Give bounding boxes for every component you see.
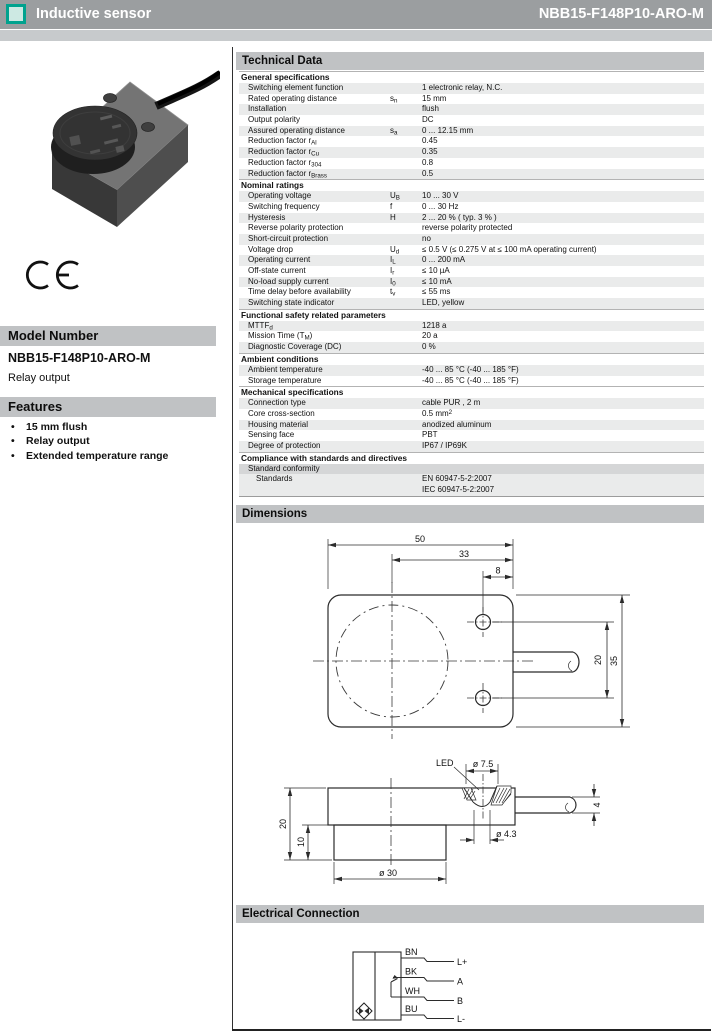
cable-end-detail xyxy=(568,661,572,671)
electrical-connection-heading-label: Electrical Connection xyxy=(242,908,360,920)
tech-row xyxy=(239,420,704,431)
tech-row-symbol xyxy=(390,321,422,332)
header-bar xyxy=(0,0,712,29)
feature-item-label: 15 mm flush xyxy=(26,421,88,433)
tech-row-label: Degree of protection xyxy=(248,440,321,450)
header-substrip xyxy=(0,30,712,41)
technical-data-table xyxy=(239,71,704,497)
tech-row-value: 2 ... 20 % ( typ. 3 % ) xyxy=(422,212,497,222)
tech-row-value: 0 ... 12.15 mm xyxy=(422,125,474,135)
dimension-drawing-side-view xyxy=(240,748,712,900)
wire-line xyxy=(401,978,454,982)
tech-row-symbol: $s_a$ xyxy=(390,125,398,137)
tech-row-symbol xyxy=(390,398,422,409)
tech-row xyxy=(239,464,704,475)
tech-row-label: Storage temperature xyxy=(248,375,322,385)
tech-row-label: Diagnostic Coverage (DC) xyxy=(248,342,342,352)
tech-row-symbol xyxy=(390,115,422,126)
tech-row-label: Reverse polarity protection xyxy=(248,223,344,233)
tech-row xyxy=(239,234,704,245)
header-model-number: NBB15-F148P10-ARO-M xyxy=(538,6,704,22)
inductive-sensor-symbol xyxy=(356,1003,372,1019)
tech-row xyxy=(239,277,704,288)
tech-row-label: No-load supply current xyxy=(248,276,329,286)
tech-row-label: Standards xyxy=(256,474,293,484)
tech-row-value: no xyxy=(422,233,431,243)
tech-row-symbol xyxy=(390,158,422,169)
model-number-heading xyxy=(0,326,216,346)
tech-row-symbol xyxy=(390,234,422,245)
recess-seat xyxy=(473,802,490,807)
tech-row xyxy=(239,83,704,94)
cable-end xyxy=(573,652,579,672)
dim-label-inner-width: 33 xyxy=(458,549,470,559)
tech-row-label: Operating voltage xyxy=(248,191,312,201)
terminal-label: L+ xyxy=(457,957,468,967)
wire-color-label: BN xyxy=(405,947,418,957)
tech-row xyxy=(239,202,704,213)
tech-row-symbol xyxy=(390,298,422,309)
dim-label-width: 50 xyxy=(414,534,426,544)
recess-right-collar xyxy=(491,786,511,805)
tech-row-value: 0.5 xyxy=(422,168,434,178)
tech-row-symbol xyxy=(390,376,422,387)
tech-row-label: Connection type xyxy=(248,398,306,408)
tech-row xyxy=(239,321,704,332)
tech-row-symbol: $U_B$ xyxy=(390,191,400,202)
tech-row-label: Short-circuit protection xyxy=(248,233,329,243)
bullet-icon: • xyxy=(11,449,15,462)
feature-item xyxy=(0,420,216,434)
tech-section-header: Compliance with standards and directives xyxy=(239,452,704,464)
tech-row-label: Time delay before availability xyxy=(248,287,351,297)
tech-row-label: Ambient temperature xyxy=(248,364,323,374)
tech-row-value: 20 a xyxy=(422,331,438,341)
bullet-icon: • xyxy=(11,421,15,433)
tech-row xyxy=(239,158,704,169)
feature-item-label: Extended temperature range xyxy=(26,449,169,462)
tech-row-label: Core cross-section xyxy=(248,408,315,418)
tech-row-value: ≤ 0.5 V (≤ 0.275 V at ≤ 100 mA operating current) xyxy=(422,244,597,254)
tech-row-symbol: $U_d$ xyxy=(390,244,400,256)
tech-row-symbol xyxy=(390,420,422,431)
tech-row-value: EN 60947-5-2:2007 IEC 60947-5-2:2007 xyxy=(422,474,495,495)
dim-label-hole-dia: ø 4.3 xyxy=(496,829,517,839)
hole-crosshairs xyxy=(467,607,502,713)
relay-contact xyxy=(391,978,401,998)
cable-outline xyxy=(515,797,570,813)
body-side-outline xyxy=(328,788,515,825)
tech-row-value: 15 mm xyxy=(422,93,447,103)
tech-row-symbol xyxy=(390,474,422,495)
wire-line xyxy=(401,997,454,1001)
cable-end xyxy=(570,797,576,813)
tech-row-value: 1 electronic relay, N.C. xyxy=(422,83,503,92)
tech-row-symbol xyxy=(390,223,422,234)
tech-row xyxy=(239,298,704,309)
tech-row-symbol: $I_r$ xyxy=(390,266,395,277)
tech-row-label: Installation xyxy=(248,104,287,114)
tech-row-symbol xyxy=(390,331,422,342)
tech-row-label: Hysteresis xyxy=(248,212,286,222)
product-type-title: Inductive sensor xyxy=(36,6,152,22)
wire-line xyxy=(401,958,454,962)
tech-row-symbol: $I_L$ xyxy=(390,255,396,266)
tech-row-value: cable PUR , 2 m xyxy=(422,398,481,408)
dimension-drawing-top-view xyxy=(240,525,712,740)
tech-row-value: 0.8 xyxy=(422,157,434,167)
tech-row-symbol: H xyxy=(390,212,396,222)
feature-item xyxy=(0,434,216,448)
tech-row-value: LED, yellow xyxy=(422,298,465,308)
tech-row xyxy=(239,342,704,353)
tech-row-label: Output polarity xyxy=(248,115,301,125)
tech-row-label: Switching element function xyxy=(248,83,344,92)
tech-row xyxy=(239,376,704,387)
tech-row-label: Mission Time $(T_M)$ xyxy=(248,331,313,343)
tech-row-symbol xyxy=(390,147,422,158)
tech-row xyxy=(239,266,704,277)
tech-row-label: Rated operating distance xyxy=(248,93,337,103)
tech-row xyxy=(239,398,704,409)
tech-row-symbol: $t_v$ xyxy=(390,287,396,298)
terminal-label: A xyxy=(457,976,464,987)
tech-row xyxy=(239,430,704,441)
core-side-outline xyxy=(334,825,446,860)
bullet-icon: • xyxy=(11,435,15,448)
technical-data-heading xyxy=(236,52,704,70)
feature-item-label: Relay output xyxy=(26,435,90,448)
tech-row xyxy=(239,94,704,105)
technical-data-heading-label: Technical Data xyxy=(242,55,323,67)
tech-row xyxy=(239,223,704,234)
wire-color-label: BK xyxy=(405,966,418,977)
features-list xyxy=(0,420,216,463)
tech-row-value: 0.5 $mm^2$ xyxy=(422,408,453,418)
tech-row-value: 0.45 xyxy=(422,136,438,146)
terminal-label: B xyxy=(457,996,464,1006)
feature-item xyxy=(0,449,216,463)
dimensions-heading-label: Dimensions xyxy=(242,508,308,520)
tech-subheader-label: Standard conformity xyxy=(248,463,320,473)
dimensions-heading xyxy=(236,505,704,523)
tech-row-label: Operating current xyxy=(248,255,311,265)
tech-row-value: flush xyxy=(422,104,439,114)
dim-label-hole-offset: 8 xyxy=(495,565,501,576)
photo-mount-hole xyxy=(104,94,117,103)
tech-row xyxy=(239,365,704,376)
tech-row-label: Switching frequency xyxy=(248,201,320,211)
model-number-value: NBB15-F148P10-ARO-M xyxy=(8,351,151,365)
tech-row-value: reverse polarity protected xyxy=(422,223,513,233)
tech-row-symbol: $I_0$ xyxy=(390,276,396,288)
product-photo xyxy=(8,46,220,294)
wire-color-label: BU xyxy=(405,1004,418,1014)
electrical-connection-diagram xyxy=(240,935,712,1032)
cable-outline xyxy=(513,652,573,672)
dim-label-step-height: 10 xyxy=(296,836,306,848)
tech-row-value: ≤ 55 ms xyxy=(422,287,451,297)
dim-label-body-height: 20 xyxy=(278,818,288,830)
sensor-symbol-arrow xyxy=(365,1008,370,1015)
tech-row-symbol xyxy=(390,136,422,147)
tech-row-value: 1218 a xyxy=(422,320,447,330)
led-label: LED xyxy=(436,758,454,768)
tech-row-value: anodized aluminum xyxy=(422,419,492,429)
extension-line xyxy=(474,810,490,844)
tech-row xyxy=(239,147,704,158)
tech-row-symbol xyxy=(390,169,422,180)
tech-row-value: DC xyxy=(422,115,434,125)
tech-row xyxy=(239,474,704,495)
brand-square-icon xyxy=(6,4,26,24)
tech-row-value: ≤ 10 mA xyxy=(422,276,452,286)
model-description: Relay output xyxy=(8,372,70,384)
tech-row-symbol: f xyxy=(390,201,393,211)
tech-row-value: PBT xyxy=(422,430,438,440)
features-heading xyxy=(0,397,216,417)
photo-mount-hole xyxy=(142,123,155,132)
model-number-heading-label: Model Number xyxy=(8,328,99,343)
tech-row xyxy=(239,245,704,256)
tech-row-symbol: $s_n$ xyxy=(390,93,398,105)
tech-row-label: Reduction factor $r_{Brass}$ xyxy=(248,168,327,180)
leader-line xyxy=(454,767,479,790)
tech-section-header: Nominal ratings xyxy=(239,179,704,191)
tech-row-value: 0 % xyxy=(422,342,436,352)
tech-row xyxy=(239,126,704,137)
tech-row-value: -40 ... 85 °C (-40 ... 185 °F) xyxy=(422,364,519,374)
tech-row-label: Reduction factor $r_{Cu}$ xyxy=(248,147,320,158)
tech-row xyxy=(239,136,704,147)
sensor-symbol-arrow xyxy=(359,1008,364,1015)
tech-row-label: Sensing face xyxy=(248,430,295,440)
tech-row-label: Housing material xyxy=(248,419,309,429)
wire-line xyxy=(401,1015,454,1019)
tech-section-header: General specifications xyxy=(239,71,704,83)
tech-row xyxy=(239,331,704,342)
tech-row-symbol xyxy=(390,365,422,376)
cable-end-detail xyxy=(565,803,569,812)
tech-row-label: Switching state indicator xyxy=(248,298,335,308)
tech-row-symbol xyxy=(390,104,422,115)
tech-row-value: 10 ... 30 V xyxy=(422,191,459,201)
dim-label-core-dia: ø 30 xyxy=(378,868,398,878)
tech-row-value: 0.35 xyxy=(422,147,438,157)
dim-label-led-window: ø 7.5 xyxy=(472,759,494,769)
features-heading-label: Features xyxy=(8,399,63,414)
ce-mark xyxy=(24,258,88,292)
extension-line xyxy=(328,539,513,589)
tech-row-label: Assured operating distance xyxy=(248,125,345,135)
tech-row xyxy=(239,104,704,115)
tech-row-symbol xyxy=(390,441,422,452)
ce-letter-c xyxy=(27,262,48,288)
dim-label-hole-spacing: 20 xyxy=(593,654,603,666)
tech-row xyxy=(239,115,704,126)
tech-row xyxy=(239,441,704,452)
dim-label-height: 35 xyxy=(609,655,619,667)
tech-row xyxy=(239,191,704,202)
tech-section-header: Functional safety related parameters xyxy=(239,309,704,321)
tech-row-label: Voltage drop xyxy=(248,244,293,254)
tech-row-symbol xyxy=(390,342,422,353)
dim-label-cable-dia: 4 xyxy=(592,802,602,808)
tech-section-header: Mechanical specifications xyxy=(239,386,704,398)
column-divider xyxy=(232,47,233,1030)
tech-section-header: Ambient conditions xyxy=(239,353,704,365)
tech-row-value: 0 ... 200 mA xyxy=(422,255,466,265)
tech-row-value: IP67 / IP69K xyxy=(422,440,467,450)
tech-row-label: Reduction factor $r_{Al}$ xyxy=(248,136,317,148)
tech-row xyxy=(239,169,704,180)
tech-row-value: -40 ... 85 °C (-40 ... 185 °F) xyxy=(422,375,519,385)
tech-row-symbol xyxy=(390,83,422,94)
terminal-label: L- xyxy=(457,1014,466,1024)
tech-row-symbol xyxy=(390,430,422,441)
tech-row-label: $MTTF_d$ xyxy=(248,320,273,332)
tech-row xyxy=(239,287,704,298)
tech-row-label: Reduction factor $r_{304}$ xyxy=(248,157,322,169)
photo-cable-core xyxy=(158,72,220,104)
tech-row-label: Off-state current xyxy=(248,266,306,275)
electrical-connection-heading xyxy=(236,905,704,923)
wire-color-label: WH xyxy=(405,986,420,996)
tech-row-symbol xyxy=(390,409,422,420)
tech-row xyxy=(239,213,704,224)
tech-row-value: 0 ... 30 Hz xyxy=(422,201,459,211)
tech-row xyxy=(239,409,704,420)
tech-row-value: ≤ 10 µA xyxy=(422,266,450,275)
tech-row xyxy=(239,255,704,266)
